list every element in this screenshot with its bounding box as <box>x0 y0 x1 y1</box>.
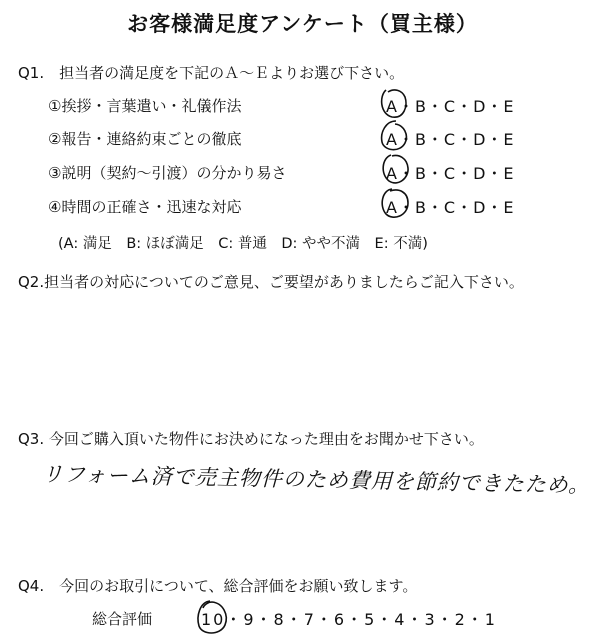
q3-question: Q3. 今回ご購入頂いた物件にお決めになった理由をお聞かせ下さい。 <box>18 430 484 448</box>
q1-item-2-label: ②報告・連絡約束ごとの徹底 <box>48 130 242 148</box>
q1-item-2-scale: A・B・C・D・E <box>386 130 515 149</box>
q1-legend: (A: 満足 B: ほぼ満足 C: 普通 D: やや不満 E: 不満) <box>58 236 428 252</box>
q1-item-2-selection-circle <box>378 118 410 154</box>
q4-question: Q4. 今回のお取引について、総合評価をお願い致します。 <box>18 577 418 595</box>
q2-question: Q2.担当者の対応についてのご意見、ご要望がありましたらご記入下さい。 <box>18 273 524 291</box>
q1-item-3-scale: A・B・C・D・E <box>386 164 515 183</box>
q1-item-1-label: ①挨拶・言葉遣い・礼儀作法 <box>48 97 242 115</box>
q1-item-4-scale: A・B・C・D・E <box>386 198 515 217</box>
q1-item-1-selection-circle <box>378 86 410 120</box>
q1-question: Q1. 担当者の満足度を下記のＡ～Ｅよりお選び下さい。 <box>18 64 405 82</box>
q4-overall-scale: 10・9・8・7・6・5・4・3・2・1 <box>201 610 497 629</box>
survey-title: お客様満足度アンケート（買主様） <box>127 12 478 36</box>
q1-item-3-label: ③説明（契約～引渡）の分かり易さ <box>48 164 287 182</box>
q1-item-3-selection-circle <box>379 152 411 186</box>
q1-item-4-selection-circle <box>378 186 412 220</box>
q4-overall-label: 総合評価 <box>92 610 153 628</box>
q4-selection-circle <box>194 598 230 638</box>
q3-handwritten-answer: リフォーム済で売主物件のため費用を節約できたため。 <box>41 462 591 498</box>
q1-item-1-scale: A・B・C・D・E <box>386 97 515 116</box>
q1-item-4-label: ④時間の正確さ・迅速な対応 <box>48 198 242 216</box>
